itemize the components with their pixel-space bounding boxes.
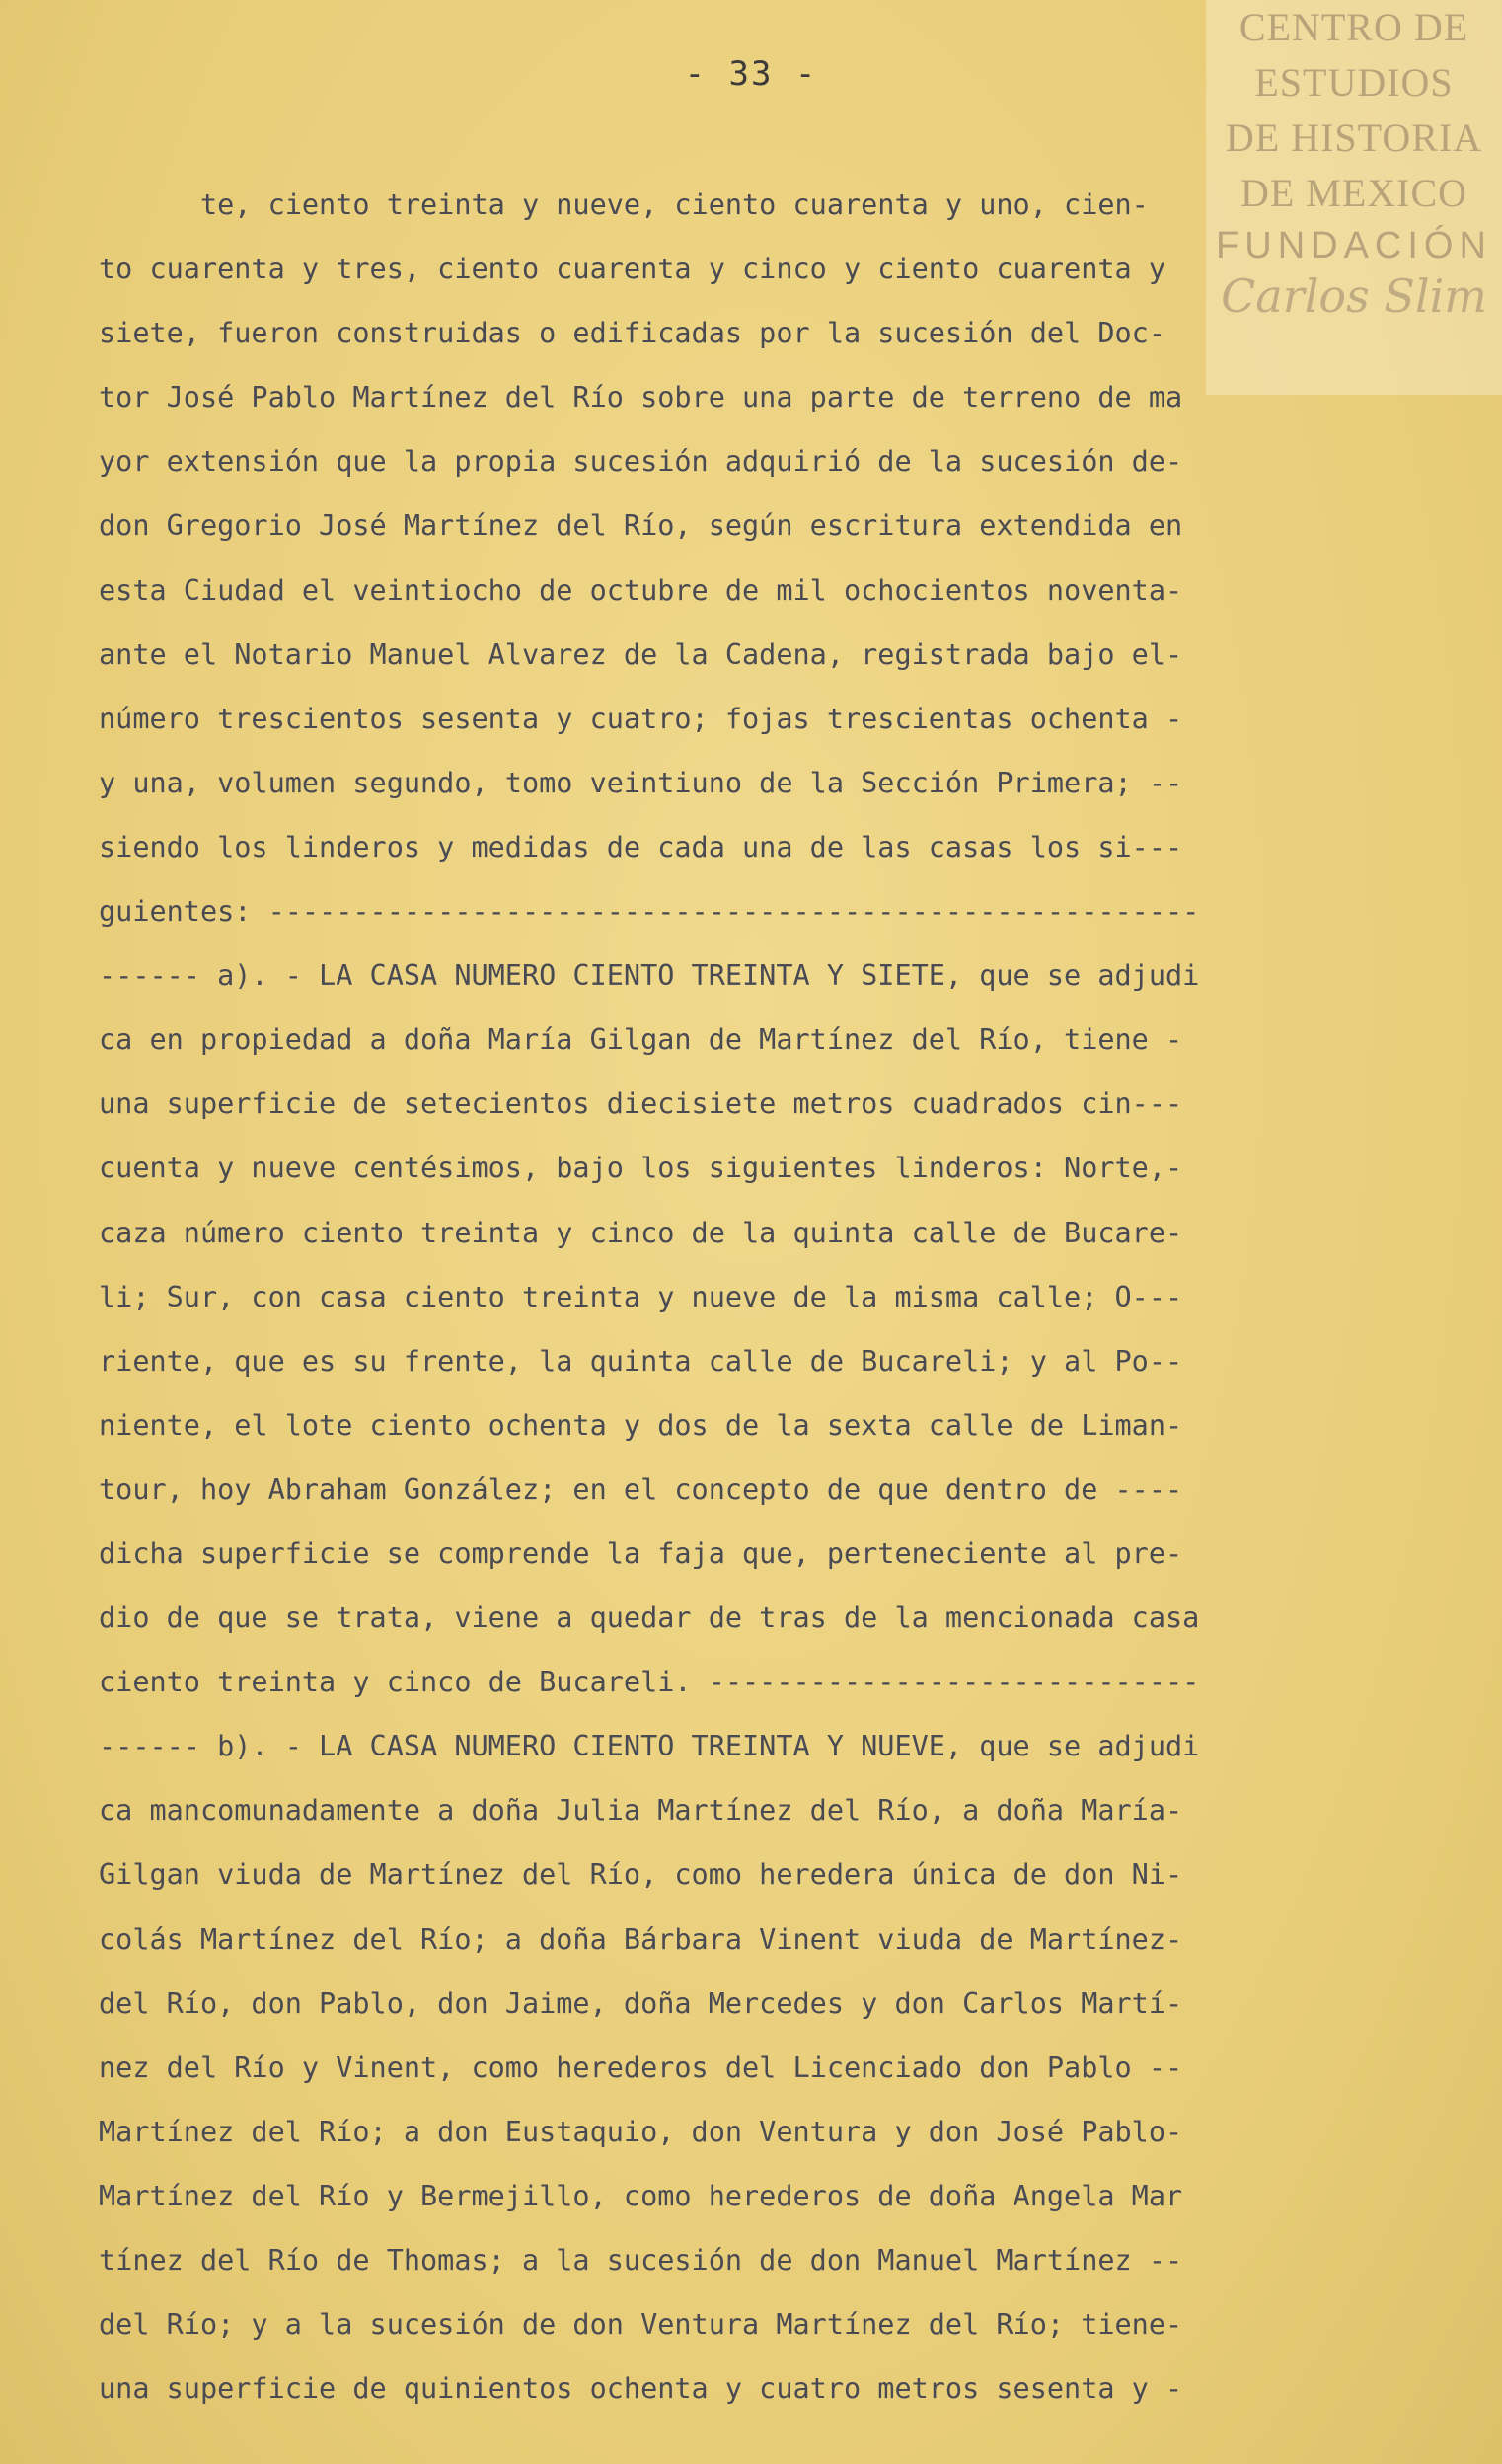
text-line: colás Martínez del Río; a doña Bárbara Vinent viuda de Martínez- [99, 1922, 1183, 1956]
text-line: ca mancomunadamente a doña Julia Martínez del Río, a doña María- [99, 1794, 1183, 1828]
text-line: nez del Río y Vinent, como herederos del Licenciado don Pablo -- [99, 2051, 1183, 2084]
text-line: y una, volumen segundo, tomo veintiuno de la Sección Primera; -- [99, 766, 1183, 799]
text-line: to cuarenta y tres, ciento cuarenta y cinco y ciento cuarenta y [99, 253, 1165, 286]
text-line: del Río; y a la sucesión de don Ventura Martínez del Río; tiene- [99, 2308, 1183, 2342]
text-line: dio de que se trata, viene a quedar de tras de la mencionada casa [99, 1602, 1200, 1635]
text-line: siendo los linderos y medidas de cada una de las casas los si--- [99, 830, 1183, 863]
text-line: cuenta y nueve centésimos, bajo los siguientes linderos: Norte,- [99, 1152, 1183, 1185]
watermark-signature: Carlos Slim [1221, 269, 1487, 323]
text-line: don Gregorio José Martínez del Río, según escritura extendida en [99, 509, 1183, 543]
text-line: ca en propiedad a doña María Gilgan de Martínez del Río, tiene - [99, 1023, 1183, 1057]
text-line: tínez del Río de Thomas; a la sucesión de don Manuel Martínez -- [99, 2244, 1183, 2277]
text-line: niente, el lote ciento ochenta y dos de la sexta calle de Liman- [99, 1408, 1183, 1442]
text-line: una superficie de quinientos ochenta y cuatro metros sesenta y - [99, 2372, 1183, 2406]
section-b-heading-line: ------ b). - LA CASA NUMERO CIENTO TREINTA Y NUEVE, que se adjudi [99, 1730, 1200, 1763]
text-line: caza número ciento treinta y cinco de la quinta calle de Bucare- [99, 1216, 1183, 1249]
text-line: una superficie de setecientos diecisiete metros cuadrados cin--- [99, 1087, 1183, 1121]
watermark-line-1: CENTRO DE [1239, 5, 1469, 49]
text-line: tor José Pablo Martínez del Río sobre una parte de terreno de ma [99, 381, 1183, 414]
text-line: Martínez del Río; a don Eustaquio, don Ventura y don José Pablo- [99, 2115, 1183, 2148]
page-number: - 33 - [684, 54, 818, 94]
text-line: siete, fueron construidas o edificadas por la sucesión del Doc- [99, 317, 1165, 350]
text-line: riente, que es su frente, la quinta calle de Bucareli; y al Po-- [99, 1344, 1183, 1378]
text-line: ante el Notario Manuel Alvarez de la Cadena, registrada bajo el- [99, 637, 1183, 671]
text-line: Martínez del Río y Bermejillo, como herederos de doña Angela Mar [99, 2179, 1183, 2212]
watermark-line-4: DE MEXICO [1239, 171, 1468, 215]
text-line: tour, hoy Abraham González; en el concepto de que dentro de ---- [99, 1472, 1183, 1506]
text-line: esta Ciudad el veintiocho de octubre de mil ochocientos noventa- [99, 573, 1183, 607]
watermark-line-2: ESTUDIOS [1254, 60, 1454, 105]
text-line: dicha superficie se comprende la faja que, perteneciente al pre- [99, 1536, 1183, 1570]
text-line: número trescientos sesenta y cuatro; fojas trescientas ochenta - [99, 702, 1183, 735]
text-line: guientes: ------------------------------------------------------- [99, 895, 1200, 929]
text-line: del Río, don Pablo, don Jaime, doña Mercedes y don Carlos Martí- [99, 1986, 1183, 2020]
text-line: yor extensión que la propia sucesión adquirió de la sucesión de- [99, 445, 1183, 479]
text-line: te, ciento treinta y nueve, ciento cuarenta y uno, cien- [99, 188, 1149, 221]
text-line: ciento treinta y cinco de Bucareli. ----------------------------- [99, 1666, 1200, 1699]
watermark-line-3: DE HISTORIA [1225, 115, 1483, 160]
text-line: li; Sur, con casa ciento treinta y nueve de la misma calle; O--- [99, 1280, 1183, 1313]
section-a-heading-line: ------ a). - LA CASA NUMERO CIENTO TREINTA Y SIETE, que se adjudi [99, 959, 1200, 993]
text-line: Gilgan viuda de Martínez del Río, como heredera única de don Ni- [99, 1858, 1183, 1892]
watermark-fundacion: FUNDACIÓN [1216, 225, 1492, 266]
typed-body-text [99, 173, 1342, 2421]
